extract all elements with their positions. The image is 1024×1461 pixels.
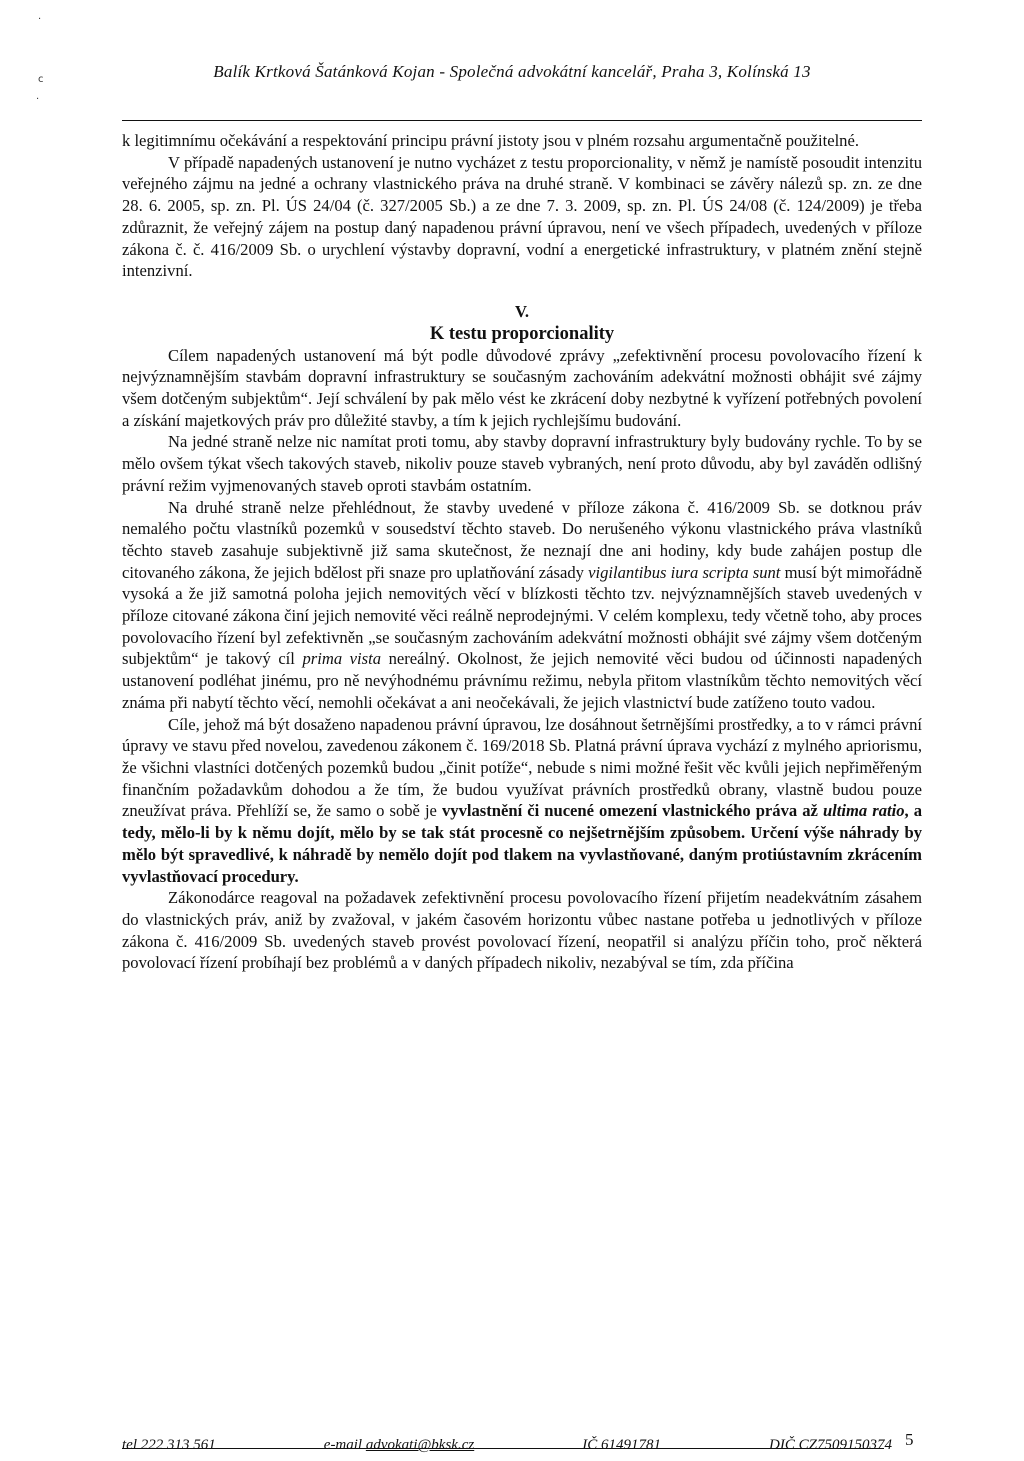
footer-email-wrap: [324, 1437, 474, 1454]
text-run: Na druhé straně nelze přehlédnout, že stavby uvedené v příloze zákona č. 416/2009 Sb. se dotknou práv nemalého počtu vlastníků pozemků v sousedství těchto staveb. Do nerušeného výkonu vlastnického práva vlastníků těchto staveb zasahuje subjektivně již sama skutečnost, že neznají dne ani hodiny, kdy bude zahájen postup dle citovaného zákona, že jejich bdělost při snaze pro uplatňování zásady: [122, 497, 922, 582]
scan-mark: ·: [36, 94, 40, 105]
section-title: K testu proporcionality: [429, 323, 615, 344]
letterhead: Balík Krtková Šatánková Kojan - Společná advokátní kancelář, Praha 3, Kolínská 13: [213, 62, 811, 81]
latin-phrase: prima vista: [302, 649, 382, 669]
footer-email-link[interactable]: advokati@bksk.cz: [365, 1437, 475, 1453]
text-run: nereálný. Okolnost, že jejich nemovité věci budou od účinnosti napadených ustanovení podléhat jinému, pro ně nevýhodnému právnímu režimu, nebyla přitom vlastníkům těchto nemovitých věcí známa při nabytí těchto věcí, nemohli očekávat a ani neočekávali, že jejich vlastnictví bude zatíženo touto vadou.: [122, 649, 922, 712]
footer: [122, 1437, 892, 1454]
text-run: Cíle, jehož má být dosaženo napadenou právní úpravou, lze dosáhnout šetrnějšími prostředky, a to v rámci právní úpravy ve stavu před novelou, zavedenou zákonem č. 169/2018 Sb. Platná právní úprava vychází z mylného apriorismu, že všichni vlastníci dotčených pozemků budou „činit potíže“, nebude s nimi možné řešit věc kvůli jejich nepřiměřeným finančním požadavkům dohodou a že tím, že budou využívat právních prostředků obrany, vlastně budou pouze zneužívat práva. Přehlíží se, že samo o sobě je: [122, 714, 922, 821]
footer-dic: DIČ CZ7509150374: [769, 1437, 892, 1453]
latin-maxim: vigilantibus iura scripta sunt: [588, 562, 781, 582]
text-run: musí být mimořádně vysoká a že již samotná poloha jejich nemovitých věcí v blízkosti těchto tzv. nejvýznamnějších staveb uvedených v příloze citované zákona činí jejich nemovité věci reálně neprodejnými. V celém komplexu, tedy včetně toho, aby proces povolovacího řízení byl zefektivněn „se současným zachováním adekvátní možnosti obhájit své zájmy všem dotčeným subjektům“ je takový cíl: [122, 562, 922, 669]
scan-mark: c: [38, 74, 44, 85]
paragraph: k legitimnímu očekávání a respektování principu právní jistoty jsou v plném rozsahu argumentačně použitelné.: [122, 131, 859, 150]
paragraph: V případě napadených ustanovení je nutno vycházet z testu proporcionality, v němž je namístě posoudit intenzitu veřejného zájmu na jedné a ochrany vlastnického práva na druhé straně. V kombinaci se závěry nálezů sp. zn. ze dne 28. 6. 2005, sp. zn. Pl. ÚS 24/04 (č. 327/2005 Sb.) a ze dne 7. 3. 2009, sp. zn. Pl. ÚS 24/08 (č. 124/2009) je třeba zdůraznit, že veřejný zájem na postup daný napadenou právní úpravou, není ve všech případech, uvedených v příloze zákona č. č. 416/2009 Sb. o urychlení výstavby dopravní, vodní a energetické infrastruktury, v platném znění stejně intenzivní.: [122, 152, 922, 281]
section-number: V.: [515, 301, 529, 321]
paragraph: Cílem napadených ustanovení má být podle důvodové zprávy „zefektivnění procesu povolovacího řízení k nejvýznamnějším stavbám dopravní infrastruktury se současným zachováním adekvátní možnosti obhájit své zájmy všem dotčeným subjektům“. Její schválení by pak mělo vést ke zkrácení doby nezbytné k vyřízení potřebných povolení a získání majetkových práv pro důležité stavby, a tím k jejich rychlejšímu budování.: [122, 345, 922, 430]
footer-email-label: e-mail: [323, 1437, 366, 1453]
paragraph: [122, 497, 922, 714]
paragraph: [122, 714, 922, 888]
bold-italic-text: ultima ratio: [822, 801, 905, 821]
header-divider: [122, 120, 922, 121]
footer-phone: tel 222 313 561: [122, 1437, 216, 1453]
paragraph: Na jedné straně nelze nic namítat proti tomu, aby stavby dopravní infrastruktury byly budovány rychle. To by se mělo ovšem týkat všech takových staveb, nikoliv pouze staveb vybraných, není proto důvodu, aby byl zaváděn odlišný právní režim vyjmenovaných staveb oproti stavbám ostatním.: [122, 432, 922, 495]
bold-text: , a tedy, mělo-li by k němu dojít, mělo by se tak stát procesně co nejšetrnějším způsobem. Určení výše náhrady by mělo být spravedlivé, k náhradě by nemělo dojít pod tlakem na vyvlastňované, daným protiústavním zkrácením vyvlastňovací procedury.: [122, 801, 923, 886]
paragraph: Zákonodárce reagoval na požadavek zefektivnění procesu povolovacího řízení přijetím neadekvátním zásahem do vlastnických práv, aniž by zvažoval, v jakém časovém horizontu vůbec nastane potřeba u jednotlivých v příloze zákona č. 416/2009 Sb. uvedených staveb provést povolovací řízení, neopatřil si analýzu příčin toho, proč některá povolovací řízení probíhají bez problémů a v daných případech nikoliv, nezabýval se tím, zda příčina: [122, 888, 922, 973]
document-body: [122, 130, 922, 974]
bold-text: vyvlastnění či nucené omezení vlastnického práva až: [441, 801, 823, 821]
scan-mark: ·: [38, 14, 42, 25]
page-number: 5: [905, 1430, 914, 1449]
footer-ic: IČ 61491781: [582, 1437, 661, 1453]
